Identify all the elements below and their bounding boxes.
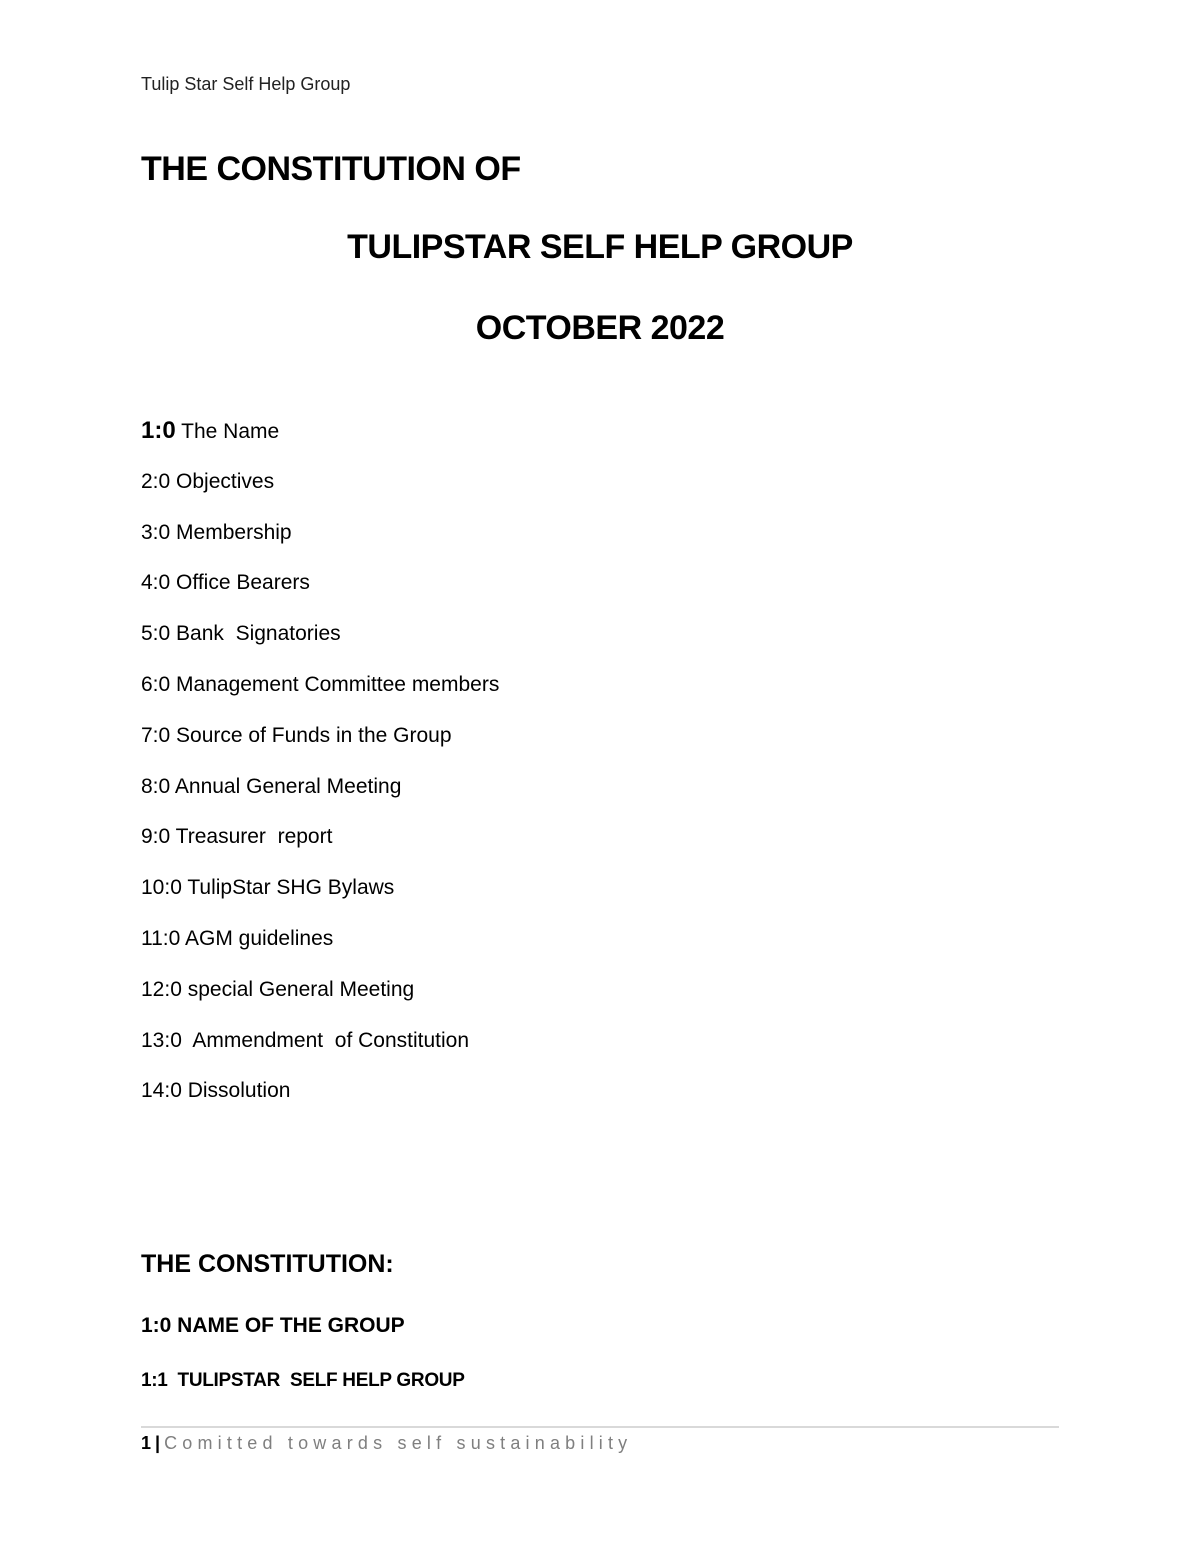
toc-item (141, 975, 499, 1026)
page-number: 1 (141, 1433, 152, 1453)
toc-item (141, 822, 499, 873)
footer-tagline: Comitted towards self sustainability (164, 1433, 633, 1453)
toc-item-label: The Name (181, 420, 280, 443)
toc-item-number: 8:0 (141, 774, 171, 798)
document-title-line-2: TULIPSTAR SELF HELP GROUP (347, 228, 853, 266)
toc-item-number: 11:0 (141, 926, 181, 950)
toc-item (141, 1076, 499, 1127)
table-of-contents (141, 416, 499, 1127)
toc-item (141, 772, 499, 823)
toc-item-label: Ammendment of Constitution (187, 1028, 470, 1052)
toc-item-label: Annual General Meeting (174, 774, 402, 798)
toc-item-number: 12:0 (141, 977, 182, 1001)
toc-item-number: 14:0 (141, 1079, 182, 1103)
toc-item-label: Objectives (176, 469, 275, 493)
page-header: Tulip Star Self Help Group (141, 74, 351, 94)
toc-item-number: 1:0 (141, 417, 176, 444)
toc-item-label: Management Committee members (176, 672, 500, 696)
toc-item (141, 467, 499, 518)
toc-item (141, 873, 499, 924)
footer-divider (141, 1426, 1059, 1428)
section-title-name-of-group: 1:0 NAME OF THE GROUP (141, 1314, 405, 1337)
footer-separator: | (155, 1433, 161, 1453)
toc-item-number: 5:0 (141, 622, 171, 646)
toc-item-label: Membership (176, 520, 292, 544)
constitution-heading: THE CONSTITUTION: (141, 1250, 394, 1278)
toc-item-number: 13:0 (141, 1028, 182, 1052)
toc-item (141, 670, 499, 721)
toc-item-label: Dissolution (187, 1079, 291, 1103)
toc-item-label: Source of Funds in the Group (176, 723, 452, 747)
document-title-date: OCTOBER 2022 (475, 309, 725, 347)
page-footer (141, 1433, 632, 1454)
toc-item-label: Bank Signatories (176, 622, 341, 646)
toc-item (141, 518, 499, 569)
toc-item (141, 416, 499, 467)
toc-item (141, 1026, 499, 1077)
section-item-group-name: 1:1 TULIPSTAR SELF HELP GROUP (141, 1370, 465, 1391)
toc-item-label: special General Meeting (187, 977, 415, 1001)
toc-item-label: AGM guidelines (185, 926, 334, 950)
toc-item (141, 924, 499, 975)
toc-item-number: 7:0 (141, 723, 171, 747)
document-title-line-1: THE CONSTITUTION OF (141, 150, 521, 188)
toc-item-number: 2:0 (141, 469, 171, 493)
toc-item (141, 721, 499, 772)
toc-item-number: 10:0 (141, 876, 182, 900)
toc-item (141, 619, 499, 670)
toc-item (141, 568, 499, 619)
toc-item-number: 9:0 (141, 825, 171, 849)
toc-item-label: Office Bearers (176, 571, 310, 595)
toc-item-number: 3:0 (141, 520, 171, 544)
toc-item-number: 6:0 (141, 672, 171, 696)
toc-item-number: 4:0 (141, 571, 171, 595)
toc-item-label: Treasurer report (175, 825, 333, 849)
toc-item-label: TulipStar SHG Bylaws (187, 876, 395, 900)
